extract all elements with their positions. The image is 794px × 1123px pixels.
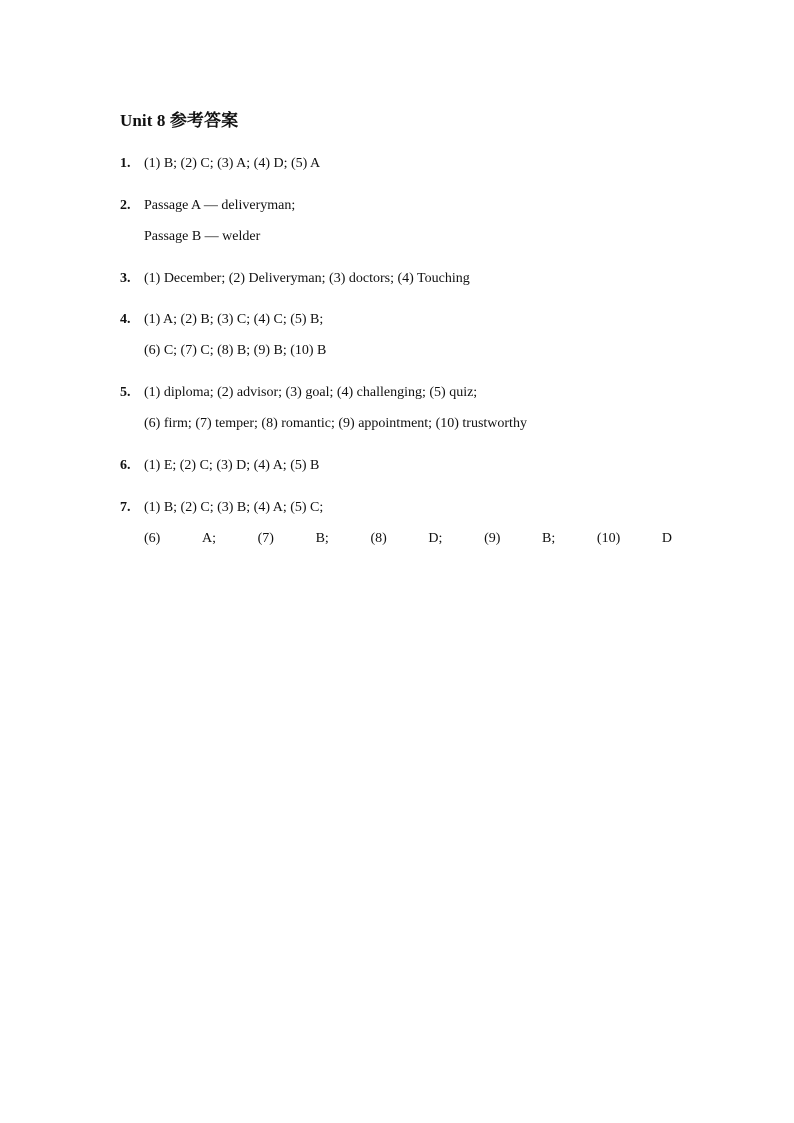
- answer-token: (9): [484, 531, 501, 546]
- answer-line: (6) C; (7) C; (8) B; (9) B; (10) B: [144, 343, 327, 358]
- answer-line: (1) A; (2) B; (3) C; (4) C; (5) B;: [144, 312, 324, 327]
- answer-token: B;: [542, 531, 556, 546]
- answer-token: (7): [257, 531, 274, 546]
- answer-line: (1) December; (2) Deliveryman; (3) doctors; (4) Touching: [144, 271, 470, 286]
- answer-token: D;: [428, 531, 443, 546]
- answer-token: A;: [201, 531, 216, 546]
- answer-line: (1) B; (2) C; (3) A; (4) D; (5) A: [144, 156, 321, 171]
- answer-token: (10): [596, 531, 621, 546]
- answer-line: Passage B — welder: [144, 229, 261, 244]
- item-number: 7.: [120, 500, 131, 515]
- answer-line: (1) diploma; (2) advisor; (3) goal; (4) challenging; (5) quiz;: [144, 385, 478, 400]
- answer-token: (8): [370, 531, 387, 546]
- item-number: 5.: [120, 385, 131, 400]
- answer-line: Passage A — deliveryman;: [144, 198, 296, 213]
- answer-line: (1) E; (2) C; (3) D; (4) A; (5) B: [144, 458, 320, 473]
- page-title: Unit 8 参考答案: [120, 111, 239, 130]
- answer-token: B;: [315, 531, 329, 546]
- answer-token: (6): [144, 531, 161, 546]
- item-number: 4.: [120, 312, 131, 327]
- item-number: 1.: [120, 156, 131, 171]
- item-number: 6.: [120, 458, 131, 473]
- answer-line-justified: [144, 531, 672, 547]
- item-number: 2.: [120, 198, 131, 213]
- answer-line: (1) B; (2) C; (3) B; (4) A; (5) C;: [144, 500, 324, 515]
- answer-token: D: [661, 531, 672, 546]
- item-number: 3.: [120, 271, 131, 286]
- answer-line: (6) firm; (7) temper; (8) romantic; (9) appointment; (10) trustworthy: [144, 416, 527, 431]
